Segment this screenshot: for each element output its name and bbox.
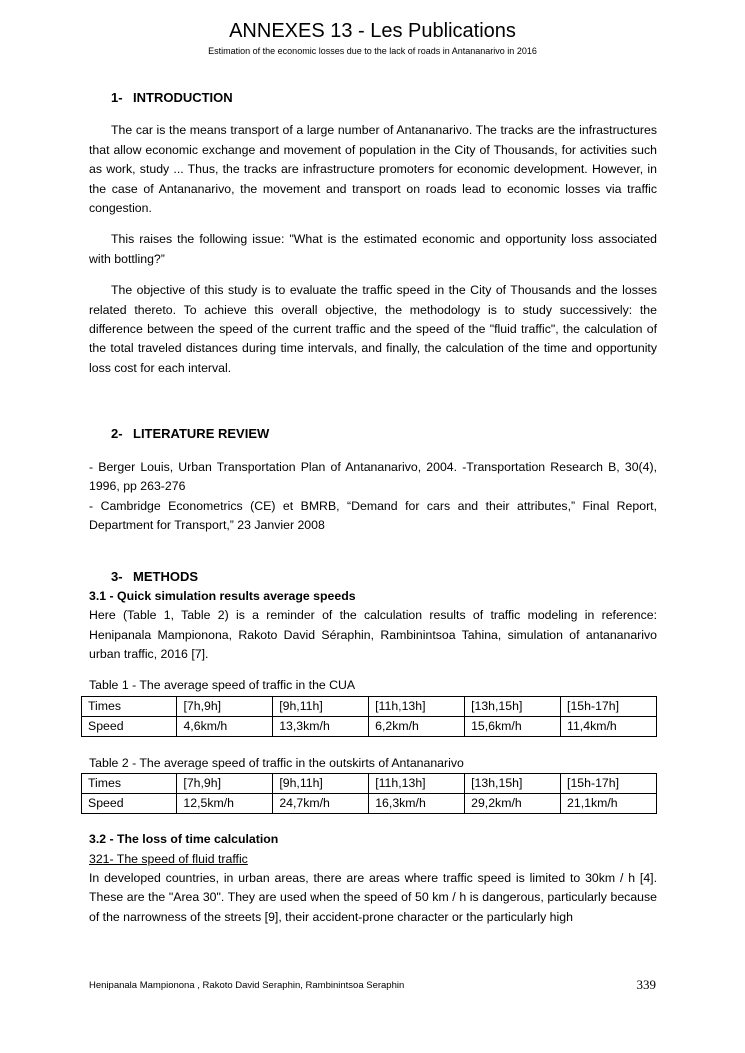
subsection-heading-321: 321- The speed of fluid traffic — [89, 851, 248, 866]
section-title: LITERATURE REVIEW — [133, 426, 270, 442]
intro-paragraph-1: The car is the means transport of a large number of Antananarivo. The tracks are the infrastructures that allow economic exchange and movement of population in the City of Thousands, for activities such as work, study ... Thus, the tracks are infrastructure promoters for economic development. However, in the case of Antananarivo, the movement and transport on roads lead to economic losses via traffic congestion. — [89, 123, 657, 216]
table-cell: Speed — [82, 716, 177, 736]
intro-paragraph-2: This raises the following issue: "What is the estimated economic and opportunity loss associated with bottling?” — [89, 232, 657, 266]
table-cell: [9h,11h] — [273, 696, 369, 716]
subsection-heading-3-1: 3.1 - Quick simulation results average speeds — [89, 588, 356, 603]
section-number: 1- — [111, 90, 123, 105]
subsection-3-1-text: Here (Table 1, Table 2) is a reminder of the calculation results of traffic modeling in reference: Henipanala Mampionona, Rakoto David Séraphin, Rambinintsoa Tahina, simulation of antananarivo urban traffic, 2016 [7]. — [89, 608, 657, 661]
table-cell: 16,3km/h — [369, 794, 465, 814]
table-cell: 11,4km/h — [561, 716, 657, 736]
section-number: 3- — [111, 569, 123, 585]
table-cell: 13,3km/h — [273, 716, 369, 736]
subsection-heading-3-2: 3.2 - The loss of time calculation — [89, 832, 279, 847]
table-cell: Times — [82, 696, 177, 716]
table-cell: 29,2km/h — [465, 794, 561, 814]
intro-paragraph-3: The objective of this study is to evaluate the traffic speed in the City of Thousands and the losses related thereto. To achieve this overall objective, the methodology is to study successively: the difference between the speed of the current traffic and the speed of the "fluid traffic", the calculation of the total traveled distances during time intervals, and finally, the calculation of the time and opportunity loss cost for each interval. — [89, 283, 657, 375]
section-heading-methods — [111, 567, 657, 586]
subsection-321-text: In developed countries, in urban areas, there are areas where traffic speed is limited to 30km / h [4]. These are the "Area 30". They are used when the speed of 50 km / h is dangerous, particularly because of the narrowness of the streets [9], their accident-prone character or the particularly high — [89, 870, 657, 924]
section-title: METHODS — [133, 569, 198, 585]
table-cell: [11h,13h] — [369, 774, 465, 794]
table-cell: 4,6km/h — [177, 716, 273, 736]
page-title: ANNEXES 13 - Les Publications — [229, 20, 516, 42]
page-subtitle: Estimation of the economic losses due to the lack of roads in Antananarivo in 2016 — [208, 46, 537, 56]
footer-authors: Henipanala Mampionona , Rakoto David Seraphin, Rambinintsoa Seraphin — [89, 980, 405, 991]
table-cell: [7h,9h] — [177, 774, 273, 794]
reference-1: - Berger Louis, Urban Transportation Plan of Antananarivo, 2004. -Transportation Research B, 30(4), 1996, pp 263-276 — [89, 459, 657, 494]
table-row — [82, 794, 657, 814]
table2 — [81, 773, 657, 814]
table-cell: 6,2km/h — [369, 716, 465, 736]
table-cell: [13h,15h] — [465, 696, 561, 716]
section-title: INTRODUCTION — [133, 90, 233, 105]
reference-2: - Cambridge Econometrics (CE) et BMRB, “Demand for cars and their attributes,” Final Report, Department for Transport,” 23 Janvier 2008 — [89, 498, 657, 532]
table-cell: [9h,11h] — [273, 774, 369, 794]
table-cell: [15h-17h] — [561, 774, 657, 794]
section-number: 2- — [111, 426, 123, 442]
document-body — [89, 88, 657, 927]
table-cell: [15h-17h] — [561, 696, 657, 716]
table2-caption: Table 2 - The average speed of traffic in the outskirts of Antananarivo — [89, 755, 464, 770]
table-row — [82, 716, 657, 736]
table-cell: Speed — [82, 794, 177, 814]
page-number: 339 — [636, 977, 656, 992]
table-cell: 15,6km/h — [465, 716, 561, 736]
table-cell: [11h,13h] — [369, 696, 465, 716]
table1 — [81, 696, 657, 737]
table-cell: [7h,9h] — [177, 696, 273, 716]
table-row — [82, 696, 657, 716]
table-cell: [13h,15h] — [465, 774, 561, 794]
table-cell: 21,1km/h — [561, 794, 657, 814]
table-row — [82, 774, 657, 794]
section-heading-introduction — [111, 88, 657, 107]
table1-caption: Table 1 - The average speed of traffic in the CUA — [89, 678, 356, 693]
table-cell: 12,5km/h — [177, 794, 273, 814]
table-cell: 24,7km/h — [273, 794, 369, 814]
section-heading-literature — [111, 424, 657, 443]
table-cell: Times — [82, 774, 177, 794]
